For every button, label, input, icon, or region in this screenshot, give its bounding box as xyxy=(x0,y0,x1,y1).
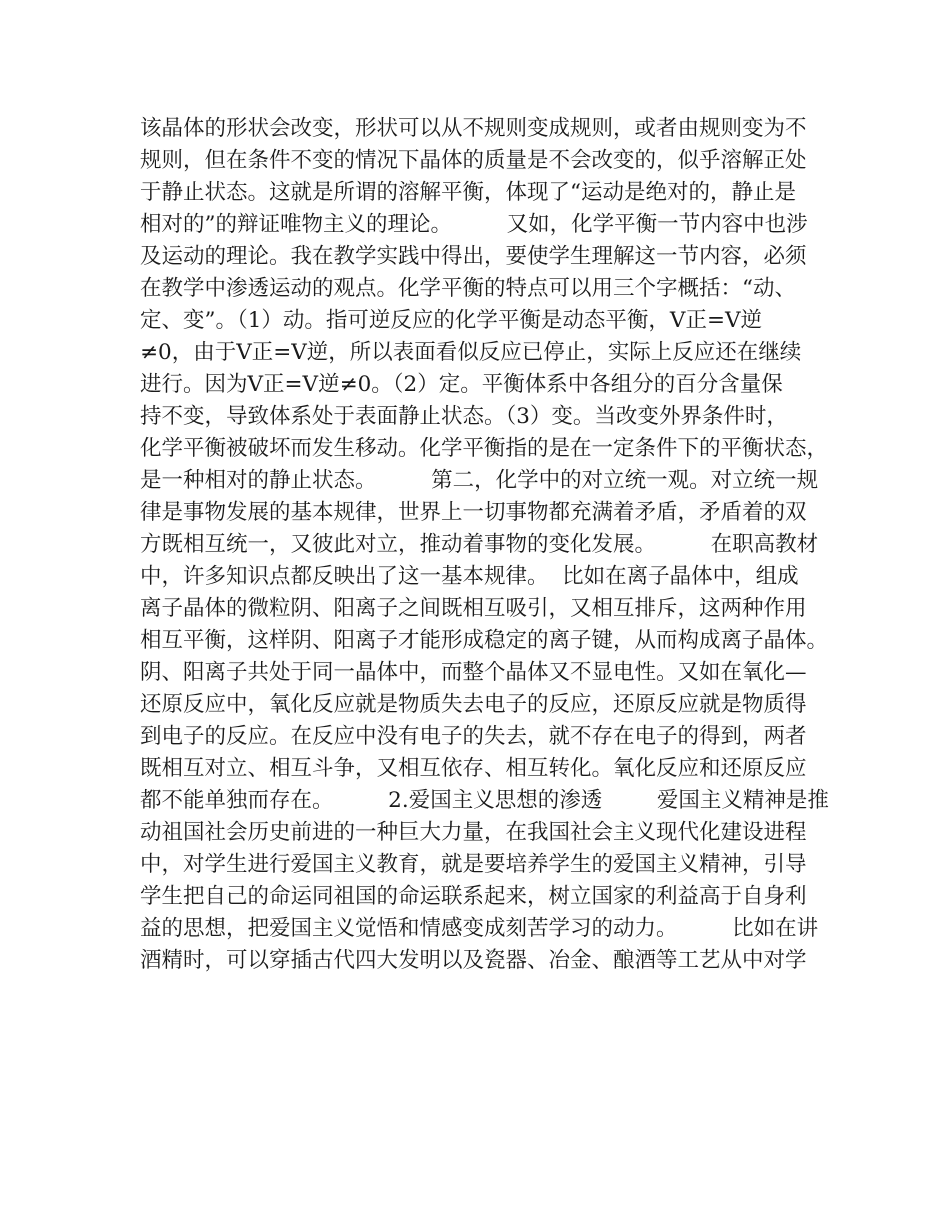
text-line: 化学平衡被破坏而发生移动。化学平衡指的是在一定条件下的平衡状态， xyxy=(140,436,829,461)
body-text xyxy=(140,113,830,977)
text-line: 定、变”。（1）动。指可逆反应的化学平衡是动态平衡，V正=V逆 xyxy=(140,308,762,333)
text-line: 中，许多知识点都反映出了这一基本规律。 比如在离子晶体中，组成 xyxy=(140,564,799,589)
text-line: 持不变，导致体系处于表面静止状态。（3）变。当改变外界条件时， xyxy=(140,404,788,429)
text-line: 相对的”的辩证唯物主义的理论。 又如，化学平衡一节内容中也涉 xyxy=(140,212,808,237)
text-line: 中，对学生进行爱国主义教育，就是要培养学生的爱国主义精神，引导 xyxy=(140,852,807,877)
text-line: 益的思想，把爱国主义觉悟和情感变成刻苦学习的动力。 比如在讲 xyxy=(140,916,819,941)
text-line: 律是事物发展的基本规律，世界上一切事物都充满着矛盾，矛盾着的双 xyxy=(140,500,807,525)
text-line: 规则，但在条件不变的情况下晶体的质量是不会改变的，似乎溶解正处 xyxy=(140,148,807,173)
text-line: 还原反应中，氧化反应就是物质失去电子的反应，还原反应就是物质得 xyxy=(140,692,807,717)
text-line: 是一种相对的静止状态。 第二，化学中的对立统一观。对立统一规 xyxy=(140,468,819,493)
text-line: 在教学中渗透运动的观点。化学平衡的特点可以用三个字概括：“动、 xyxy=(140,276,796,301)
text-line: 于静止状态。这就是所谓的溶解平衡，体现了“运动是绝对的，静止是 xyxy=(140,180,796,205)
text-line: 学生把自己的命运同祖国的命运联系起来，树立国家的利益高于自身利 xyxy=(140,884,807,909)
text-line: 动祖国社会历史前进的一种巨大力量，在我国社会主义现代化建设进程 xyxy=(140,820,807,845)
text-line: 酒精时，可以穿插古代四大发明以及瓷器、冶金、酿酒等工艺从中对学 xyxy=(140,948,807,973)
text-line: 离子晶体的微粒阴、阳离子之间既相互吸引，又相互排斥，这两种作用 xyxy=(140,596,807,621)
text-line: 阴、阳离子共处于同一晶体中，而整个晶体又不显电性。又如在氧化— xyxy=(140,660,807,685)
text-line: 都不能单独而存在。 2.爱国主义思想的渗透 爱国主义精神是推 xyxy=(140,788,829,813)
text-line: 及运动的理论。我在教学实践中得出，要使学生理解这一节内容，必须 xyxy=(140,244,807,269)
text-line: 到电子的反应。在反应中没有电子的失去，就不存在电子的得到，两者 xyxy=(140,724,807,749)
text-line: 方既相互统一，又彼此对立，推动着事物的变化发展。 在职高教材 xyxy=(140,532,819,557)
text-line: 该晶体的形状会改变，形状可以从不规则变成规则，或者由规则变为不 xyxy=(140,116,807,141)
text-line: 相互平衡，这样阴、阳离子才能形成稳定的离子键，从而构成离子晶体。 xyxy=(140,628,829,653)
text-line: 既相互对立、相互斗争，又相互依存、相互转化。氧化反应和还原反应 xyxy=(140,756,807,781)
text-line: ≠0，由于V正=V逆，所以表面看似反应已停止，实际上反应还在继续 xyxy=(140,340,802,365)
text-line: 进行。因为V正=V逆≠0。（2）定。平衡体系中各组分的百分含量保 xyxy=(140,372,783,397)
